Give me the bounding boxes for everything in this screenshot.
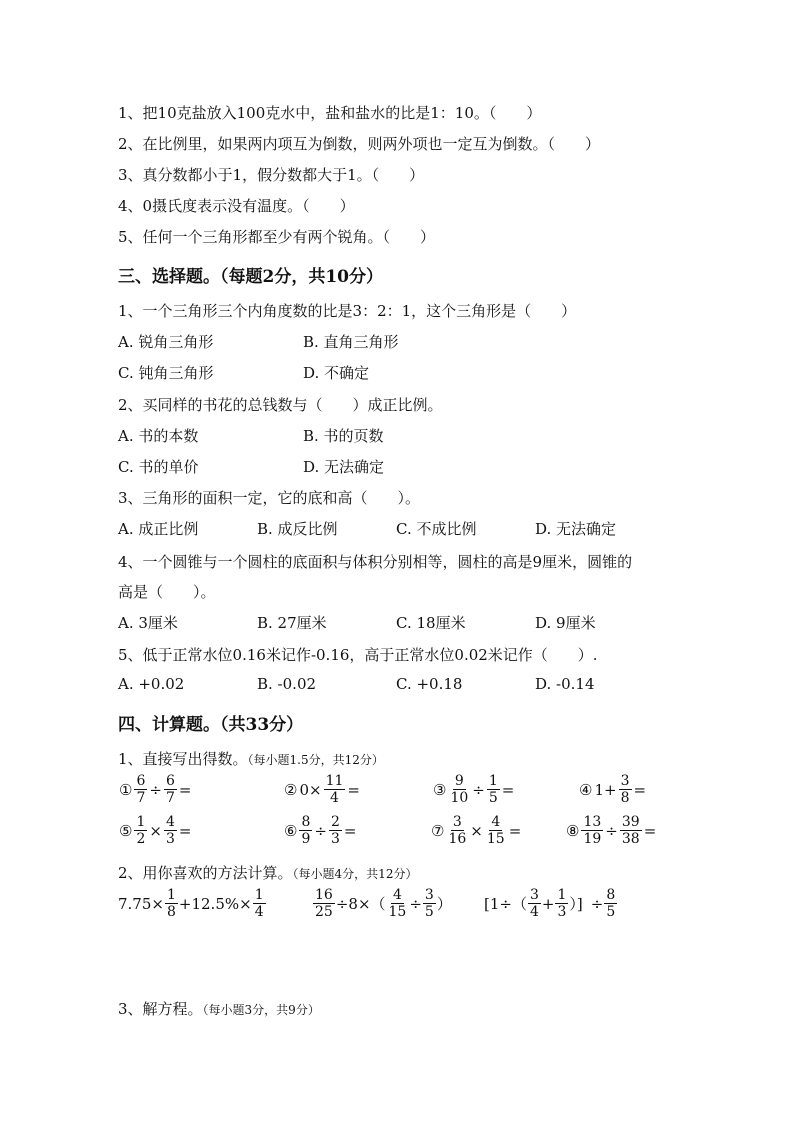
- choice-q5-stem: 5、低于正常水位0.16米记作-0.16，高于正常水位0.02米记作（ ）.: [118, 646, 598, 664]
- calc-s3-title-line: [118, 998, 320, 1019]
- choice-q4-option-a: A. 3厘米: [118, 614, 178, 632]
- numerator: 1: [166, 887, 176, 903]
- numerator: 11: [325, 773, 344, 789]
- fraction: [253, 888, 266, 919]
- denominator: 3: [330, 831, 340, 847]
- calc-s2-title-line: [118, 862, 417, 883]
- numerator: 6: [165, 773, 175, 789]
- denominator: 8: [620, 790, 630, 806]
- choice-q3-option-d: D. 无法确定: [535, 520, 617, 538]
- denominator: 3: [557, 904, 567, 920]
- choice-q4-stem-line2: 高是（ ）。: [118, 583, 216, 601]
- numerator: 1: [488, 773, 498, 789]
- numerator: 1: [136, 814, 146, 830]
- calc-item-3: [432, 774, 515, 805]
- calc-s2-note: （每小题4分，共12分）: [292, 867, 418, 881]
- calc-item-4: [578, 774, 647, 805]
- choice-heading: 三、选择题。（每题2分，共10分）: [118, 267, 383, 287]
- operator: ×: [149, 821, 162, 840]
- numerator: 39: [621, 814, 640, 830]
- calc-s3-note: （每小题3分，共9分）: [202, 1003, 320, 1017]
- calc-heading: 四、计算题。（共33分）: [118, 715, 304, 735]
- choice-q4-option-c: C. 18厘米: [396, 614, 466, 632]
- choice-q2-stem: 2、买同样的书花的总钱数与（ ）成正比例。: [118, 396, 443, 414]
- choice-q2-option-c: C. 书的单价: [118, 458, 199, 476]
- equals: =: [343, 821, 357, 840]
- numerator: 9: [454, 773, 464, 789]
- item-mark: ④: [579, 780, 593, 799]
- judge-item-1: 1、把10克盐放入100克水中，盐和盐水的比是1：10。（ ）: [118, 104, 542, 122]
- numerator: 1: [557, 887, 567, 903]
- choice-q5-option-c: C. +0.18: [396, 675, 463, 693]
- equals: =: [178, 821, 192, 840]
- denominator: 16: [448, 831, 467, 847]
- denominator: 10: [450, 790, 469, 806]
- equals: =: [178, 780, 192, 799]
- expr-text: 7.75×: [118, 894, 164, 913]
- choice-q4-option-b: B. 27厘米: [257, 614, 327, 632]
- equals: =: [501, 780, 515, 799]
- fraction: [555, 888, 568, 919]
- fraction: [620, 815, 642, 846]
- expr-text: ÷8×（: [335, 895, 386, 913]
- denominator: 38: [621, 831, 640, 847]
- numerator: 4: [392, 887, 402, 903]
- denominator: 19: [583, 831, 602, 847]
- fraction: [423, 888, 436, 919]
- numerator: 8: [606, 887, 616, 903]
- fraction: [487, 774, 500, 805]
- fraction: [387, 888, 409, 919]
- fraction: [134, 774, 147, 805]
- calc-s1-title: 1、直接写出得数。: [118, 750, 248, 768]
- item-mark: ⑤: [119, 821, 133, 840]
- denominator: 8: [166, 904, 176, 920]
- denominator: 5: [488, 790, 498, 806]
- choice-q1-option-c: C. 钝角三角形: [118, 364, 214, 382]
- numerator: 4: [165, 814, 175, 830]
- fraction: [164, 774, 177, 805]
- expr-text: ÷: [590, 894, 604, 913]
- operator: ÷: [314, 821, 327, 840]
- choice-q5-option-a: A. +0.02: [118, 675, 185, 693]
- choice-q3-option-b: B. 成反比例: [257, 520, 338, 538]
- fraction: [604, 888, 617, 919]
- choice-q1-option-b: B. 直角三角形: [303, 333, 399, 351]
- denominator: 4: [254, 904, 264, 920]
- item-mark: ③: [433, 780, 447, 799]
- operator: ÷: [149, 780, 162, 799]
- item-mark: ⑧: [566, 821, 580, 840]
- choice-q4-stem-line1: 4、一个圆锥与一个圆柱的底面积与体积分别相等，圆柱的高是9厘米，圆锥的: [118, 553, 633, 571]
- equals: =: [633, 780, 647, 799]
- denominator: 7: [136, 790, 146, 806]
- item-mark: ⑥: [284, 821, 298, 840]
- choice-q3-option-a: A. 成正比例: [118, 520, 199, 538]
- choice-q5-option-b: B. -0.02: [257, 675, 317, 693]
- calc-item-1: [118, 774, 192, 805]
- judge-item-4: 4、0摄氏度表示没有温度。（ ）: [118, 197, 355, 215]
- fraction: [528, 888, 541, 919]
- calc-item-8: [565, 815, 657, 846]
- numerator: 16: [315, 887, 333, 903]
- equals: =: [347, 780, 360, 799]
- denominator: 4: [529, 904, 539, 920]
- denominator: 3: [165, 831, 175, 847]
- numerator: 4: [491, 814, 501, 830]
- calc-expression-1: [118, 888, 267, 919]
- choice-q2-option-d: D. 无法确定: [303, 458, 385, 476]
- choice-q1-stem: 1、一个三角形三个内角度数的比是3：2：1，这个三角形是（ ）: [118, 302, 577, 320]
- calc-s2-title: 2、用你喜欢的方法计算。: [118, 864, 293, 882]
- item-mark: ②: [284, 780, 298, 799]
- expr-text: ）]: [569, 895, 583, 913]
- numerator: 6: [136, 773, 146, 789]
- expr-text: ）: [436, 895, 452, 913]
- fraction: [619, 774, 632, 805]
- fraction: [313, 888, 335, 919]
- calc-expression-2: [312, 888, 452, 919]
- expr-text: +12.5%×: [178, 894, 252, 913]
- calc-s1-note: （每小题1.5分，共12分）: [247, 753, 384, 767]
- calc-item-2: [283, 774, 361, 805]
- choice-q3-option-c: C. 不成比例: [396, 520, 477, 538]
- choice-q4-option-d: D. 9厘米: [535, 614, 596, 632]
- denominator: 15: [486, 831, 505, 847]
- denominator: 15: [388, 904, 407, 920]
- calc-item-6: [283, 815, 357, 846]
- item-mark: ①: [119, 780, 133, 799]
- expr-text: ÷: [409, 894, 422, 913]
- item-mark: ⑦: [431, 821, 445, 840]
- prefix: 0×: [299, 780, 322, 799]
- numerator: 3: [620, 773, 630, 789]
- judge-item-3: 3、真分数都小于1，假分数都大于1。（ ）: [118, 166, 425, 184]
- calc-s1-title-line: [118, 748, 384, 769]
- calc-expression-3: [484, 888, 618, 919]
- numerator: 3: [452, 814, 462, 830]
- numerator: 1: [254, 887, 264, 903]
- numerator: 2: [330, 814, 340, 830]
- fraction: [329, 815, 342, 846]
- choice-q3-stem: 3、三角形的面积一定，它的底和高（ ）。: [118, 489, 421, 507]
- denominator: 5: [606, 904, 616, 920]
- fraction: [324, 774, 346, 805]
- denominator: 5: [424, 904, 434, 920]
- choice-q1-option-a: A. 锐角三角形: [118, 333, 214, 351]
- fraction: [446, 815, 468, 846]
- judge-item-2: 2、在比例里，如果两内项互为倒数，则两外项也一定互为倒数。（ ）: [118, 135, 601, 153]
- fraction: [134, 815, 147, 846]
- choice-q2-option-b: B. 书的页数: [303, 427, 384, 445]
- operator: ÷: [605, 821, 618, 840]
- numerator: 13: [583, 814, 602, 830]
- equals: =: [508, 821, 522, 840]
- denominator: 7: [165, 790, 175, 806]
- expr-text: [1÷（: [484, 895, 527, 913]
- fraction: [299, 815, 312, 846]
- judge-item-5: 5、任何一个三角形都至少有两个锐角。（ ）: [118, 228, 436, 246]
- numerator: 3: [424, 887, 434, 903]
- denominator: 2: [136, 831, 146, 847]
- choice-q1-option-d: D. 不确定: [303, 364, 370, 382]
- calc-item-7: [430, 815, 522, 846]
- expr-text: +: [541, 894, 555, 913]
- choice-q2-option-a: A. 书的本数: [118, 427, 199, 445]
- calc-s3-title: 3、解方程。: [118, 1000, 203, 1018]
- operator: ÷: [472, 780, 485, 799]
- denominator: 4: [330, 790, 339, 806]
- numerator: 3: [529, 887, 539, 903]
- fraction: [164, 815, 177, 846]
- calc-item-5: [118, 815, 192, 846]
- prefix: 1+: [594, 780, 617, 799]
- denominator: 25: [315, 904, 333, 920]
- equals: =: [643, 821, 657, 840]
- fraction: [448, 774, 470, 805]
- fraction: [485, 815, 507, 846]
- choice-q5-option-d: D. -0.14: [535, 675, 595, 693]
- denominator: 9: [301, 831, 311, 847]
- fraction: [581, 815, 603, 846]
- numerator: 8: [301, 814, 311, 830]
- operator: ×: [470, 821, 483, 840]
- fraction: [165, 888, 178, 919]
